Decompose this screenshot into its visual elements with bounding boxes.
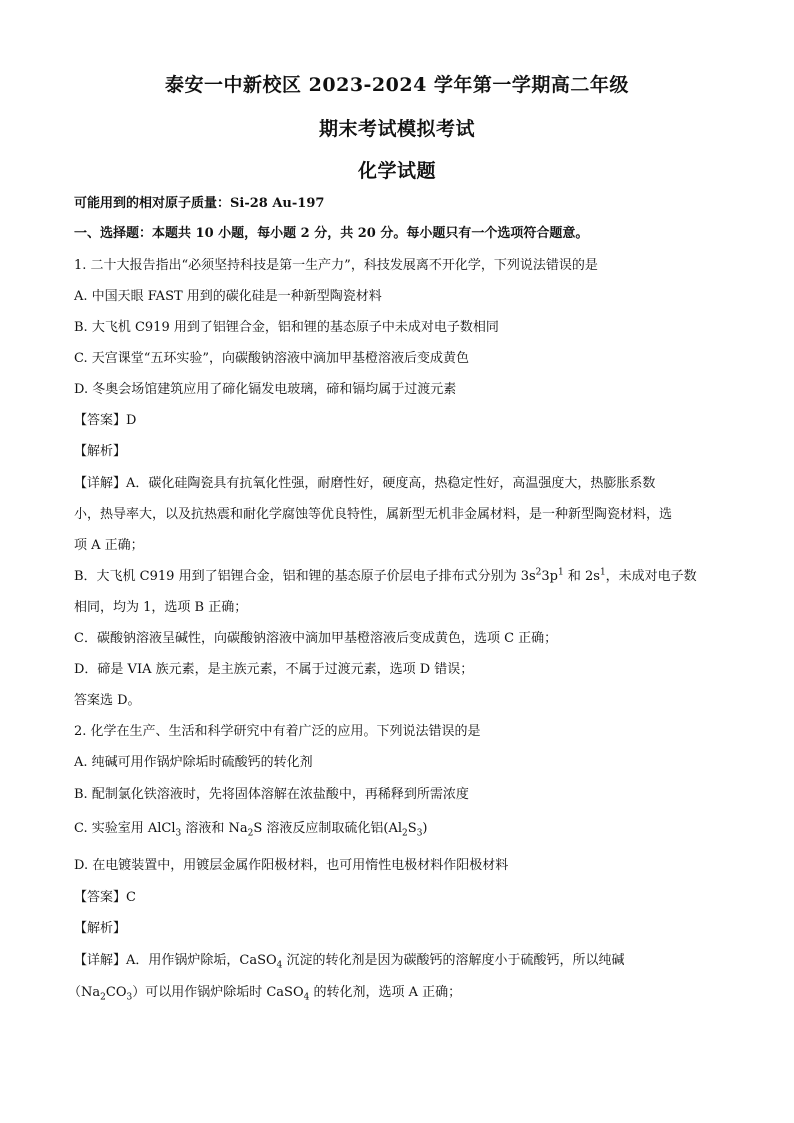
q1-detail-line-1: 【详解】A．碳化硅陶瓷具有抗氧化性强，耐磨性好，硬度高，热稳定性好，高温强度大，热膨胀系数 <box>74 476 656 491</box>
q2-option-c <box>74 819 724 839</box>
q1-option-c: C. 天宫课堂“五环实验”，向碳酸钠溶液中滴加甲基橙溶液后变成黄色 <box>74 351 470 366</box>
q2-option-b: B. 配制氯化铁溶液时，先将固体溶解在浓盐酸中，再稀释到所需浓度 <box>74 787 469 802</box>
q1-option-d: D. 冬奥会场馆建筑应用了碲化镉发电玻璃，碲和镉均属于过渡元素 <box>74 382 457 397</box>
q1-conclusion: 答案选 D。 <box>74 693 141 708</box>
text-run: B．大飞机 C919 用到了铝锂合金，铝和锂的基态原子价层电子排布式分别为 3s <box>74 569 536 584</box>
q2-stem: 2. 化学在生产、生活和科学研究中有着广泛的应用。下列说法错误的是 <box>74 724 481 739</box>
text-run: （Na <box>68 985 101 1000</box>
text-run: ，未成对电子数 <box>605 569 697 584</box>
text-run: 溶液和 Na <box>181 821 248 836</box>
text-run: 3p <box>541 569 558 584</box>
text-run: ) <box>422 821 428 836</box>
q1-detail-d: D．碲是 VIA 族元素，是主族元素，不属于过渡元素，选项 D 错误； <box>74 662 474 677</box>
q1-stem: 1. 二十大报告指出“必须坚持科技是第一生产力”，科技发展离不开化学，下列说法错误的是 <box>74 258 598 273</box>
q1-option-a: A. 中国天眼 FAST 用到的碳化硅是一种新型陶瓷材料 <box>74 289 382 304</box>
subscript: 3 <box>126 992 133 1003</box>
text-run: 和 2s <box>563 569 600 584</box>
text-run: 沉淀的转化剂是因为碳酸钙的溶解度小于硫酸钙，所以纯碱 <box>282 953 625 968</box>
section-heading: 一、选择题：本题共 10 小题，每小题 2 分，共 20 分。每小题只有一个选项符合题意。 <box>74 226 589 241</box>
q1-detail-line-2: 小，热导率大，以及抗热震和耐化学腐蚀等优良特性，属新型无机非金属材料，是一种新型陶瓷材料，选 <box>74 507 673 522</box>
text-run: 的转化剂，选项 A 正确； <box>309 985 462 1000</box>
text-run: S 溶液反应制取硫化铝(Al <box>253 821 403 836</box>
text-run: 【详解】A．用作锅炉除垢，CaSO <box>74 953 277 968</box>
q1-option-b: B. 大飞机 C919 用到了铝锂合金，铝和锂的基态原子中未成对电子数相同 <box>74 320 499 335</box>
q2-option-d: D. 在电镀装置中，用镀层金属作阳极材料，也可用惰性电极材料作阳极材料 <box>74 858 509 873</box>
superscript: 2 <box>535 567 542 578</box>
subject-title: 化学试题 <box>357 160 436 182</box>
q2-detail-a-line-2 <box>68 983 718 1003</box>
answer-label: 【答案】 <box>74 413 127 428</box>
q1-analysis-label: 【解析】 <box>74 444 127 459</box>
q1-detail-b-line-2: 相同，均为 1，选项 B 正确； <box>74 600 248 615</box>
exam-title: 泰安一中新校区 2023-2024 学年第一学期高二年级 <box>165 74 629 96</box>
superscript: 1 <box>599 567 606 578</box>
answer-value: C <box>126 890 136 905</box>
q2-detail-a-line-1 <box>74 951 724 971</box>
text-run: S <box>407 821 417 836</box>
text-run: ）可以用作锅炉除垢时 CaSO <box>132 985 304 1000</box>
q2-option-a: A. 纯碱可用作锅炉除垢时硫酸钙的转化剂 <box>74 755 313 770</box>
subscript: 2 <box>100 992 106 1003</box>
subscript: 4 <box>303 992 310 1003</box>
exam-subtitle: 期末考试模拟考试 <box>318 118 475 140</box>
superscript: 1 <box>557 567 564 578</box>
text-run: CO <box>105 985 127 1000</box>
atomic-mass-note: 可能用到的相对原子质量：Si-28 Au-197 <box>74 196 325 211</box>
text-run: C. 实验室用 AlCl <box>74 821 176 836</box>
subscript: 4 <box>276 960 283 971</box>
q2-analysis-label: 【解析】 <box>74 921 127 936</box>
q1-detail-b-line-1 <box>74 567 724 587</box>
q1-detail-line-3: 项 A 正确； <box>74 538 144 553</box>
q2-answer <box>74 888 724 908</box>
answer-label: 【答案】 <box>74 890 127 905</box>
q1-detail-c: C．碳酸钠溶液呈碱性，向碳酸钠溶液中滴加甲基橙溶液后变成黄色，选项 C 正确； <box>74 631 558 646</box>
subscript: 3 <box>416 828 423 839</box>
subscript: 2 <box>247 828 254 839</box>
subscript: 3 <box>175 828 182 839</box>
answer-value: D <box>126 413 137 428</box>
subscript: 2 <box>402 828 408 839</box>
q1-answer <box>74 411 724 431</box>
